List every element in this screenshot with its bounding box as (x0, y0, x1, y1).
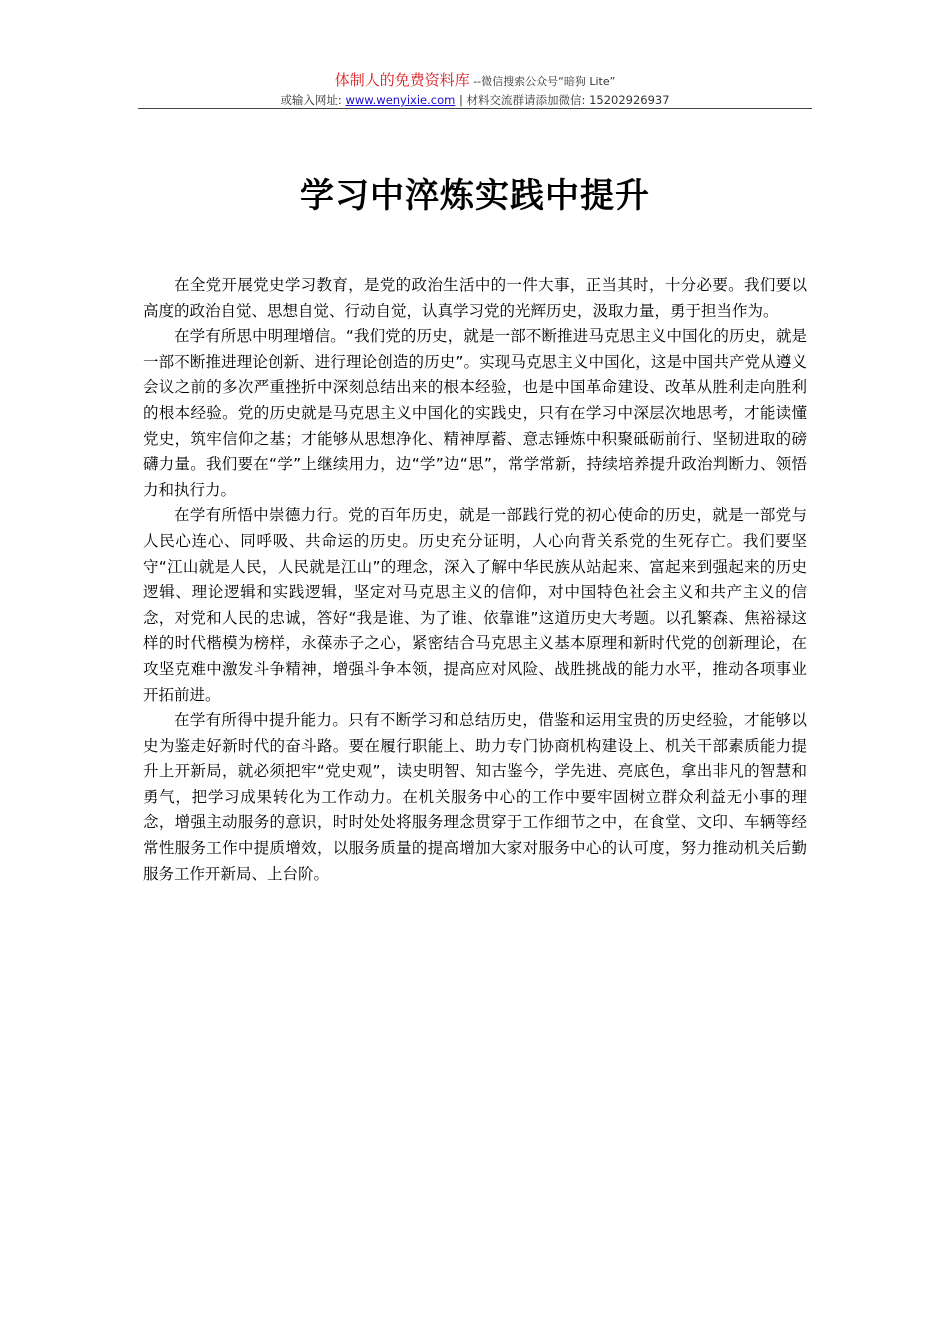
paragraph-1: 在全党开展党史学习教育，是党的政治生活中的一件大事，正当其时，十分必要。我们要以高度的政治自觉、思想自觉、行动自觉，认真学习党的光辉历史，汲取力量，勇于担当作为。 (143, 276, 807, 320)
header-wechat-note: --微信搜索公众号“暗狗 Lite” (469, 75, 616, 88)
paragraph-3: 在学有所悟中崇德力行。党的百年历史，就是一部践行党的初心使命的历史，就是一部党与人民心连心、同呼吸、共命运的历史。历史充分证明，人心向背关系党的生死存亡。我们要坚守“江山就是人民，人民就是江山”的理念，深入了解中华民族从站起来、富起来到强起来的历史逻辑、理论逻辑和实践逻辑，坚定对马克思主义的信仰，对中国特色社会主义和共产主义的信念，对党和人民的忠诚，答好“我是谁、为了谁、依靠谁”这道历史大考题。以孔繁森、焦裕禄这样的时代楷模为榜样，永葆赤子之心，紧密结合马克思主义基本原理和新时代党的创新理论，在攻坚克难中激发斗争精神，增强斗争本领，提高应对风险、战胜挑战的能力水平，推动各项事业开拓前进。 (143, 506, 807, 704)
header-contact-line (138, 92, 812, 109)
header-divider (138, 108, 812, 109)
document-title: 学习中淬炼实践中提升 (300, 176, 650, 216)
header-brand: 体制人的免费资料库 (334, 71, 470, 89)
paragraph-2: 在学有所思中明理增信。“我们党的历史，就是一部不断推进马克思主义中国化的历史，就是一部不断推进理论创新、进行理论创造的历史”。实现马克思主义中国化，这是中国共产党从遵义会议之前的多次严重挫折中深刻总结出来的根本经验，也是中国革命建设、改革从胜利走向胜利的根本经验。党的历史就是马克思主义中国化的实践史，只有在学习中深层次地思考，才能读懂党史，筑牢信仰之基；才能够从思想净化、精神厚蓄、意志锤炼中积聚砥砺前行、坚韧进取的磅礴力量。我们要在“学”上继续用力，边“学”边“思”，常学常新，持续培养提升政治判断力、领悟力和执行力。 (143, 327, 807, 499)
header-site-link[interactable]: www.wenyixie.com (345, 93, 456, 107)
document-body (143, 273, 807, 887)
header-contact: | 材料交流群请添加微信: 15202926937 (455, 93, 670, 107)
header-url-prefix: 或输入网址: (280, 93, 346, 107)
header-brand-line (138, 70, 812, 92)
page-header (138, 70, 812, 109)
paragraph-4: 在学有所得中提升能力。只有不断学习和总结历史，借鉴和运用宝贵的历史经验，才能够以史为鉴走好新时代的奋斗路。要在履行职能上、助力专门协商机构建设上、机关干部素质能力提升上开新局，就必须把牢“党史观”，读史明智、知古鉴今，学先进、亮底色，拿出非凡的智慧和勇气，把学习成果转化为工作动力。在机关服务中心的工作中要牢固树立群众利益无小事的理念，增强主动服务的意识，时时处处将服务理念贯穿于工作细节之中，在食堂、文印、车辆等经常性服务工作中提质增效，以服务质量的提高增加大家对服务中心的认可度，努力推动机关后勤服务工作开新局、上台阶。 (143, 711, 807, 883)
